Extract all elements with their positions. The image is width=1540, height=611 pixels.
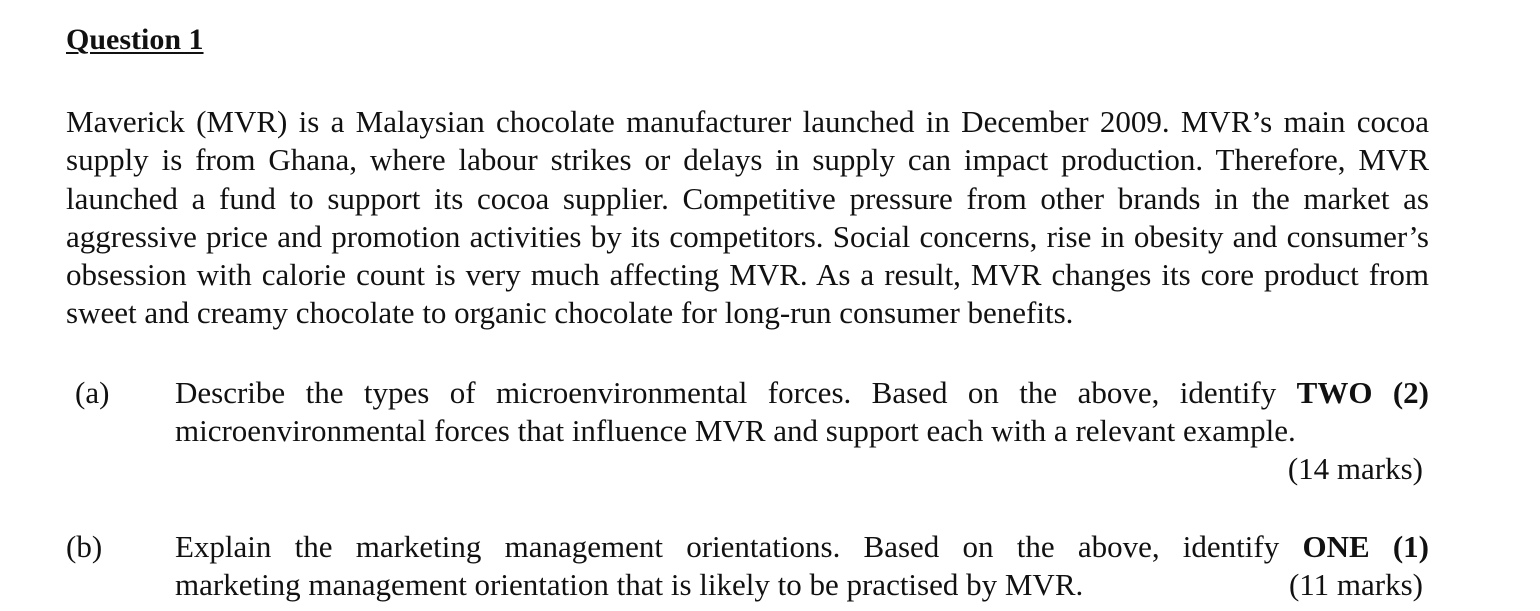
question-text-plain: Describe the types of microenvironmental forces. Based on the above, identify: [175, 375, 1277, 410]
question-part-text: [175, 374, 1429, 450]
question-text-emphasis: TWO (2): [1296, 375, 1430, 410]
question-text-line: marketing management orientation that is likely to be practised by MVR.: [175, 567, 1084, 602]
marks-allocation: (14 marks): [1287, 451, 1423, 486]
marks-allocation: (11 marks): [1288, 567, 1423, 602]
question-text-plain: Explain the marketing management orientations. Based on the above, identify: [175, 529, 1280, 564]
question-text-line: microenvironmental forces that influence MVR and support each with a relevant example.: [175, 413, 1296, 448]
question-part-text: [175, 528, 1429, 604]
case-description: Maverick (MVR) is a Malaysian chocolate manufacturer launched in December 2009. MVR’s main cocoa supply is from Ghana, where labour strikes or delays in supply can impact production. Therefore, MVR launched a fund to support its cocoa supplier. Competitive pressure from other brands in the market as aggressive price and promotion activities by its competitors. Social concerns, rise in obesity and consumer’s obsession with calorie count is very much affecting MVR. As a result, MVR changes its core product from sweet and creamy chocolate to organic chocolate for long-run consumer benefits.: [66, 104, 1429, 331]
question-text-line: [175, 374, 1429, 412]
question-text-line: [175, 528, 1429, 566]
question-part-label: (b): [66, 529, 103, 564]
question-heading: Question 1: [66, 23, 204, 56]
question-text-emphasis: ONE (1): [1302, 529, 1429, 564]
question-part-label: (a): [75, 375, 110, 410]
